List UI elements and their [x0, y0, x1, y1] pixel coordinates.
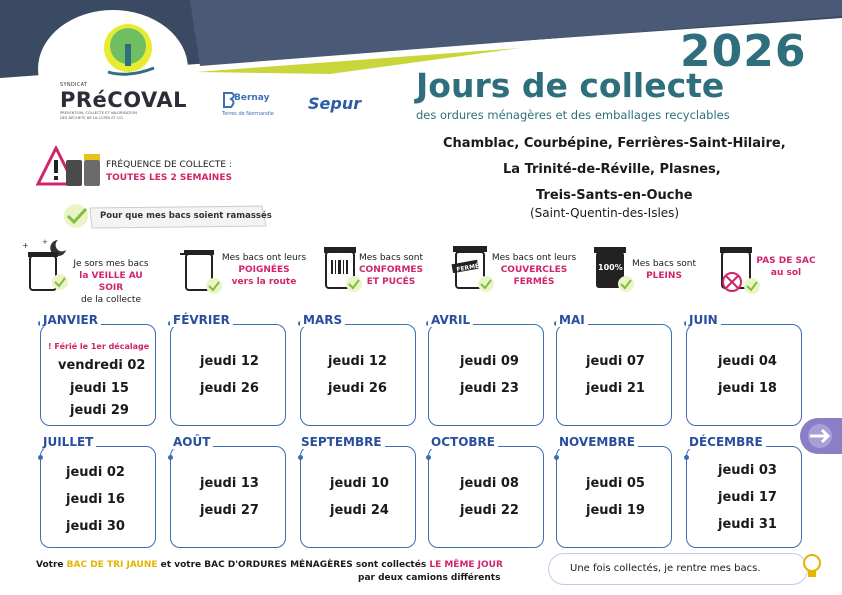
month-box-mai	[556, 324, 672, 426]
bernay-logo-subtitle: Terres de Normandie	[222, 111, 274, 117]
month-label-juillet: JUILLET	[40, 435, 96, 449]
date-septembre-2: jeudi 24	[330, 503, 389, 518]
date-juin-1: jeudi 04	[718, 354, 777, 369]
rule-2-line-2: POIGNÉES	[238, 265, 290, 275]
date-mars-2: jeudi 26	[328, 381, 387, 396]
date-octobre-1: jeudi 08	[460, 476, 519, 491]
banner-text: Pour que mes bacs soient ramassés	[100, 211, 272, 221]
date-janvier-1: vendredi 02	[58, 358, 146, 373]
svg-text:+: +	[42, 238, 48, 246]
rule-5-line-2: PLEINS	[646, 271, 682, 281]
rule-3-line-3: ET PUCÉS	[366, 277, 416, 287]
month-label-decembre: DÉCEMBRE	[686, 435, 766, 449]
date-decembre-3: jeudi 31	[718, 517, 777, 532]
rule-4-line-3: FERMÉS	[513, 277, 555, 287]
month-label-octobre: OCTOBRE	[428, 435, 498, 449]
date-janvier-2: jeudi 15	[70, 381, 129, 396]
rule-3-text	[356, 252, 426, 288]
next-arrow-button[interactable]	[800, 418, 842, 454]
month-dot	[684, 455, 689, 460]
month-label-novembre: NOVEMBRE	[556, 435, 638, 449]
month-label-septembre: SEPTEMBRE	[298, 435, 385, 449]
date-decembre-2: jeudi 17	[718, 490, 777, 505]
rule-6-text	[750, 255, 822, 279]
date-mars-1: jeudi 12	[328, 354, 387, 369]
footer-p3: et votre BAC D'ORDURES MÉNAGÈRES sont collectés	[157, 560, 430, 570]
footer-line-1	[36, 560, 503, 570]
month-label-janvier: JANVIER	[40, 313, 101, 327]
date-juillet-2: jeudi 16	[66, 492, 125, 507]
date-fevrier-2: jeudi 26	[200, 381, 259, 396]
date-juillet-1: jeudi 02	[66, 465, 125, 480]
footer-same-day: LE MÊME JOUR	[429, 560, 503, 570]
date-juillet-3: jeudi 30	[66, 519, 125, 534]
rule-4-text	[486, 252, 582, 288]
date-avril-1: jeudi 09	[460, 354, 519, 369]
svg-text:+: +	[22, 241, 29, 250]
month-box-octobre	[428, 446, 544, 548]
month-label-juin: JUIN	[686, 313, 721, 327]
month-dot	[168, 455, 173, 460]
month-label-fevrier: FÉVRIER	[170, 313, 233, 327]
logo-sub1: PRÉVENTION, COLLECTE ET VALORISATION	[60, 111, 137, 115]
rule-1-line-2: la VEILLE AU SOIR	[79, 271, 143, 293]
month-box-aout	[170, 446, 286, 548]
date-mai-1: jeudi 07	[586, 354, 645, 369]
rule-5-line-1: Mes bacs sont	[631, 259, 696, 269]
date-octobre-2: jeudi 22	[460, 503, 519, 518]
date-mai-2: jeudi 21	[586, 381, 645, 396]
date-juin-2: jeudi 18	[718, 381, 777, 396]
sepur-logo: Sepur	[308, 94, 362, 113]
logo-sub2: DES DÉCHETS DE LA CCPSS ET CCI	[60, 116, 124, 120]
month-dot	[38, 455, 43, 460]
full-bin-badge: 100%	[598, 263, 623, 272]
tree-logo-icon	[98, 22, 158, 80]
frequency-value: TOUTES LES 2 SEMAINES	[106, 173, 232, 183]
rule-2-text	[212, 252, 316, 288]
rule-4-line-1: Mes bacs ont leurs	[491, 253, 577, 263]
date-novembre-1: jeudi 05	[586, 476, 645, 491]
communes-line-2: La Trinité-de-Réville, Plasnes,	[503, 162, 721, 177]
communes-line-4: (Saint-Quentin-des-Isles)	[530, 206, 680, 220]
rule-6-line-1: PAS DE SAC	[756, 256, 816, 266]
communes-line-1: Chamblac, Courbépine, Ferrières-Saint-Hilaire,	[443, 136, 786, 151]
footer-yellow-bin: BAC DE TRI JAUNE	[66, 560, 158, 570]
rule-1-line-3: de la collecte	[81, 295, 141, 305]
logo-syndicat: SYNDICAT	[60, 82, 88, 88]
rule-2-line-1: Mes bacs ont leurs	[221, 253, 307, 263]
holiday-note: ! Férié le 1er décalage	[48, 342, 150, 351]
communes-line-3: Treis-Sants-en-Ouche	[536, 188, 693, 203]
rule-6-line-2: au sol	[770, 268, 802, 278]
month-label-avril: AVRIL	[428, 313, 473, 327]
footer-line-2: par deux camions différents	[358, 573, 501, 583]
month-box-avril	[428, 324, 544, 426]
page-title: Jours de collecte	[416, 66, 725, 105]
lightbulb-icon	[800, 552, 824, 582]
date-aout-1: jeudi 13	[200, 476, 259, 491]
rule-4-line-2: COUVERCLES	[500, 265, 568, 275]
month-label-aout: AOÛT	[170, 435, 213, 449]
month-label-mars: MARS	[300, 313, 345, 327]
month-box-novembre	[556, 446, 672, 548]
arrow-right-icon	[800, 418, 842, 454]
rule-3-line-2: CONFORMES	[358, 265, 424, 275]
rule-1-text	[66, 258, 156, 306]
month-label-mai: MAI	[556, 313, 588, 327]
date-janvier-3: jeudi 29	[70, 403, 129, 418]
bernay-logo-text: Bernay	[234, 93, 270, 103]
footer-pill-text: Une fois collectés, je rentre mes bacs.	[570, 563, 761, 574]
month-dot	[426, 455, 431, 460]
month-box-fevrier	[170, 324, 286, 426]
month-box-mars	[300, 324, 416, 426]
rule-3-line-1: Mes bacs sont	[358, 253, 423, 263]
page-subtitle: des ordures ménagères et des emballages recyclables	[416, 108, 730, 122]
date-septembre-1: jeudi 10	[330, 476, 389, 491]
date-avril-2: jeudi 23	[460, 381, 519, 396]
logo-name: PRéCOVAL	[60, 88, 187, 112]
month-dot	[298, 455, 303, 460]
month-box-septembre	[300, 446, 416, 548]
date-decembre-1: jeudi 03	[718, 463, 777, 478]
footer-p1: Votre	[36, 560, 67, 570]
closed-lid-badge: FERMÉ	[455, 262, 480, 274]
year: 2026	[680, 26, 807, 77]
date-aout-2: jeudi 27	[200, 503, 259, 518]
rule-5-text	[626, 258, 702, 282]
rule-2-line-3: vers la route	[231, 277, 297, 287]
month-box-juin	[686, 324, 802, 426]
warning-bins-icon	[36, 146, 106, 190]
date-fevrier-1: jeudi 12	[200, 354, 259, 369]
frequency-label: FRÉQUENCE DE COLLECTE :	[106, 160, 232, 170]
date-novembre-2: jeudi 19	[586, 503, 645, 518]
rule-1-line-1: Je sors mes bacs	[73, 259, 149, 269]
month-dot	[554, 455, 559, 460]
moon-bin-icon	[18, 236, 70, 294]
